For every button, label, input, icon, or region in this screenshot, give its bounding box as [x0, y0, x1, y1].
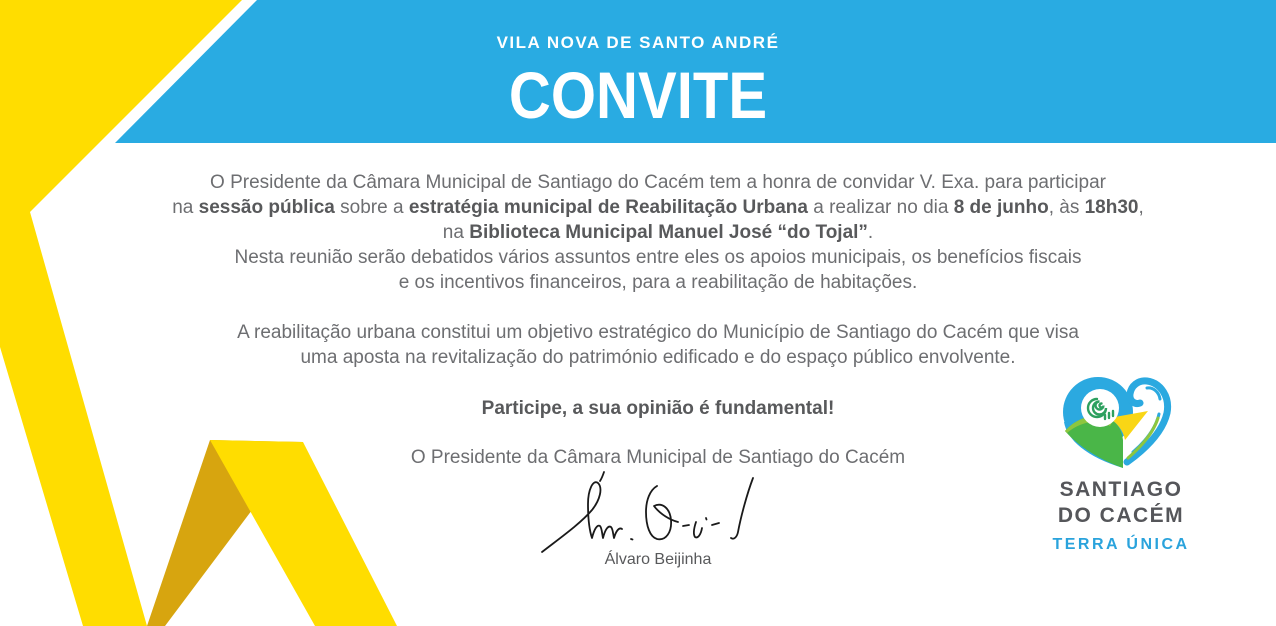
heart-wave-logo-icon: [1055, 374, 1187, 472]
signer-name: Álvaro Beijinha: [604, 551, 712, 568]
text-line: na sessão pública sobre a estratégia municipal de Reabilitação Urbana a realizar no dia 8 de junho, às 18h30,: [172, 197, 1144, 218]
logo-tagline: TERRA ÚNICA: [1052, 536, 1190, 553]
signature-scribble-icon: [540, 468, 780, 556]
text-line: Nesta reunião serão debatidos vários assuntos entre eles os apoios municipais, os benefícios fiscais: [234, 247, 1082, 268]
banner-locality: VILA NOVA DE SANTO ANDRÉ: [496, 33, 780, 52]
signer-title: O Presidente da Câmara Municipal de Santiago do Cacém: [410, 447, 906, 468]
text-line: O Presidente da Câmara Municipal de Santiago do Cacém tem a honra de convidar V. Exa. para participar: [210, 172, 1106, 193]
logo-name-line1: SANTIAGO: [1059, 478, 1183, 501]
invitation-paragraph: [140, 170, 1176, 295]
logo-name-line2: DO CACÉM: [1057, 504, 1185, 527]
text-line: na Biblioteca Municipal Manuel José “do Tojal”.: [442, 222, 874, 243]
text-line: e os incentivos financeiros, para a reabilitação de habitações.: [398, 272, 918, 293]
text-line: uma aposta na revitalização do património edificado e do espaço público envolvente.: [300, 347, 1016, 368]
page-title: CONVITE: [508, 58, 768, 132]
santiago-do-cacem-logo: [1045, 374, 1197, 554]
call-to-action: Participe, a sua opinião é fundamental!: [481, 398, 835, 419]
text-line: A reabilitação urbana constitui um objetivo estratégico do Município de Santiago do Cacém que visa: [237, 322, 1079, 343]
context-paragraph: [140, 320, 1176, 370]
